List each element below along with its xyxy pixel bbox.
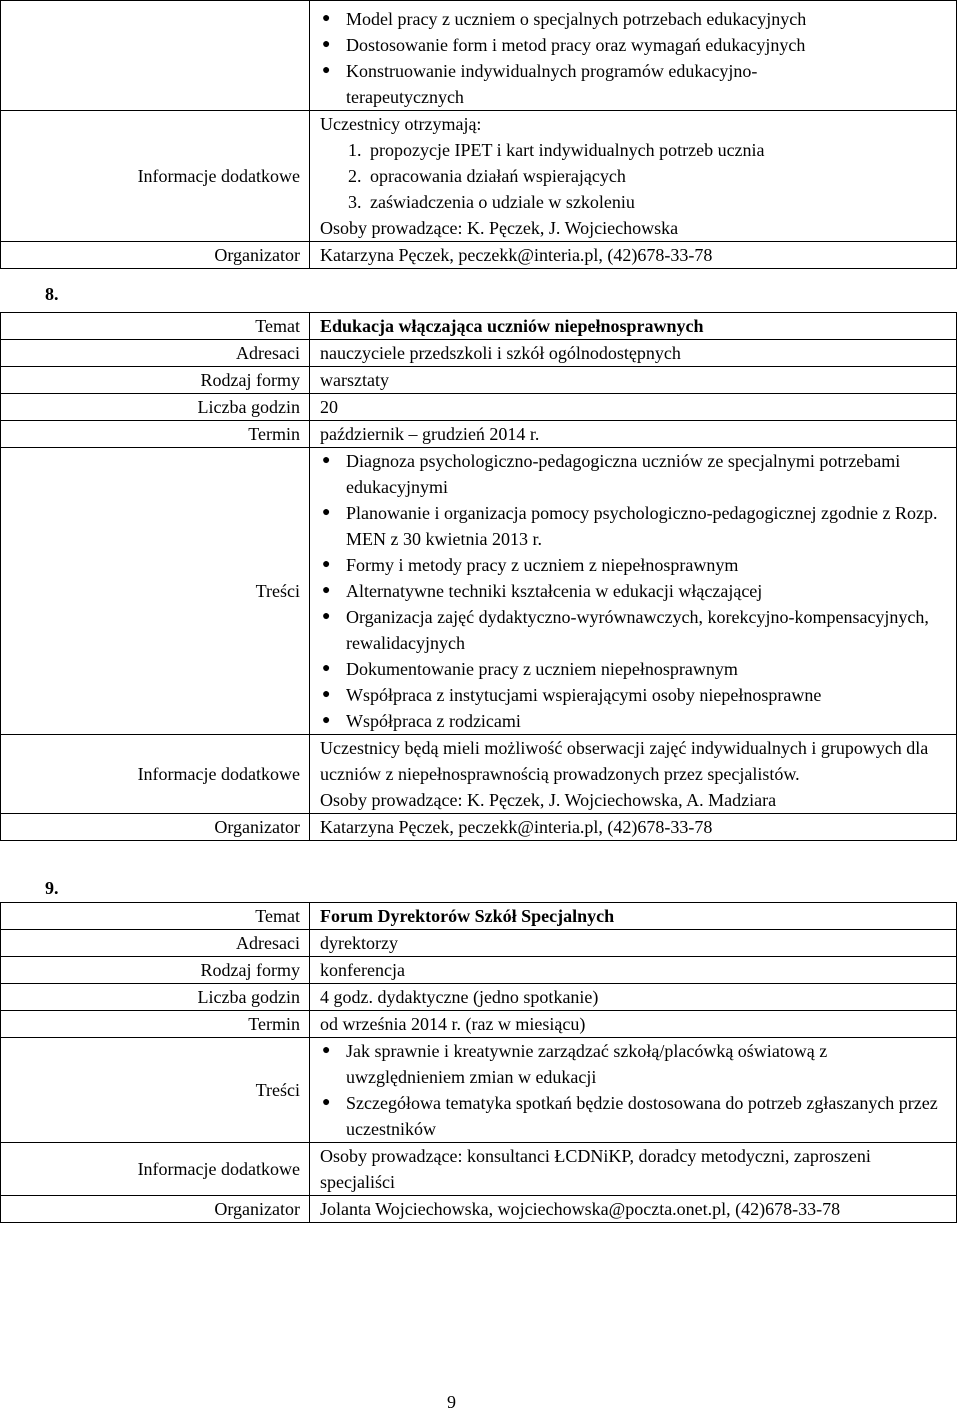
- info-cell: [310, 111, 957, 242]
- item-text: propozycje IPET i kart indywidualnych potrzeb ucznia: [370, 140, 765, 160]
- termin-label: Termin: [1, 421, 310, 448]
- tresci-label: Treści: [1, 448, 310, 735]
- page-number: 9: [447, 1392, 456, 1412]
- tresci-list: [320, 448, 950, 734]
- item-number: 1.: [348, 140, 362, 160]
- info-text: Osoby prowadzące: konsultanci ŁCDNiKP, doradcy metodyczni, zaproszeni specjaliści: [310, 1143, 957, 1196]
- info-leaders: Osoby prowadzące: K. Pęczek, J. Wojciechowska, A. Madziara: [320, 790, 777, 810]
- liczba-value: 4 godz. dydaktyczne (jedno spotkanie): [310, 984, 957, 1011]
- list-item: ● Planowanie i organizacja pomocy psychologiczno-pedagogicznej zgodnie z Rozp. MEN z 30 kwietnia 2013 r.: [320, 500, 950, 552]
- rodzaj-label: Rodzaj formy: [1, 957, 310, 984]
- table-row: [1, 957, 957, 984]
- table-row: [1, 242, 957, 269]
- temat-label: Temat: [1, 313, 310, 340]
- termin-value: październik – grudzień 2014 r.: [310, 421, 957, 448]
- table-row: [1, 421, 957, 448]
- table-row: [1, 313, 957, 340]
- info-cell: [310, 735, 957, 814]
- organizator-label: Organizator: [1, 814, 310, 841]
- list-item: ● Diagnoza psychologiczno-pedagogiczna uczniów ze specjalnymi potrzebami edukacyjnymi: [320, 448, 950, 500]
- tresci-cell: [310, 448, 957, 735]
- list-item: ● Współpraca z instytucjami wspierającymi osoby niepełnosprawne: [320, 682, 950, 708]
- organizer-label: Organizator: [1, 242, 310, 269]
- list-item: ● Organizacja zajęć dydaktyczno-wyrównawczych, korekcyjno-kompensacyjnych, rewalidacyjnych: [320, 604, 950, 656]
- table-row: [1, 111, 957, 242]
- table-row: [1, 1143, 957, 1196]
- table-row: [1, 367, 957, 394]
- organizer-value: Katarzyna Pęczek, peczekk@interia.pl, (42)678-33-78: [310, 242, 957, 269]
- organizator-value: Katarzyna Pęczek, peczekk@interia.pl, (42)678-33-78: [310, 814, 957, 841]
- rodzaj-value: warsztaty: [310, 367, 957, 394]
- tresci-list: [320, 1038, 950, 1142]
- tresci-cell: [310, 1038, 957, 1143]
- adresaci-label: Adresaci: [1, 930, 310, 957]
- list-item: ● Współpraca z rodzicami: [320, 708, 950, 734]
- section-8-table: [0, 312, 957, 841]
- list-item: ● Formy i metody pracy z uczniem z niepełnosprawnym: [320, 552, 950, 578]
- table-row: [1, 448, 957, 735]
- list-item: ● Model pracy z uczniem o specjalnych potrzebach edukacyjnych: [320, 6, 950, 32]
- info-leaders: Osoby prowadzące: K. Pęczek, J. Wojciechowska: [320, 218, 679, 238]
- table-row: [1, 340, 957, 367]
- tresci-cell: [310, 1, 957, 111]
- list-item: [320, 189, 950, 215]
- section-number: 9.: [45, 878, 59, 898]
- list-item: ● Szczegółowa tematyka spotkań będzie dostosowana do potrzeb zgłaszanych przez uczestników: [320, 1090, 950, 1142]
- list-item: [320, 137, 950, 163]
- rodzaj-value: konferencja: [310, 957, 957, 984]
- adresaci-value: dyrektorzy: [310, 930, 957, 957]
- tresci-label: Treści: [1, 1038, 310, 1143]
- item-number: 3.: [348, 192, 362, 212]
- info-label: Informacje dodatkowe: [1, 735, 310, 814]
- table-row: [1, 930, 957, 957]
- info-list: [320, 137, 950, 215]
- info-intro: Uczestnicy otrzymają:: [320, 114, 482, 134]
- liczba-label: Liczba godzin: [1, 984, 310, 1011]
- list-item: ● Jak sprawnie i kreatywnie zarządzać szkołą/placówką oświatową z uwzględnieniem zmian w edukacji: [320, 1038, 950, 1090]
- table-row: [1, 814, 957, 841]
- section-number: 8.: [45, 284, 59, 304]
- temat-label: Temat: [1, 903, 310, 930]
- table-row: [1, 1196, 957, 1223]
- liczba-label: Liczba godzin: [1, 394, 310, 421]
- adresaci-label: Adresaci: [1, 340, 310, 367]
- item-text: zaświadczenia o udziale w szkoleniu: [370, 192, 635, 212]
- rodzaj-label: Rodzaj formy: [1, 367, 310, 394]
- table-row: [1, 984, 957, 1011]
- info-text: Uczestnicy będą mieli możliwość obserwacji zajęć indywidualnych i grupowych dla uczniów z niepełnosprawnością prowadzonych przez specjalistów.: [320, 738, 929, 784]
- table-row: [1, 1, 957, 111]
- table-row: [1, 1038, 957, 1143]
- termin-label: Termin: [1, 1011, 310, 1038]
- tresci-list: [320, 6, 950, 110]
- table-row: [1, 903, 957, 930]
- info-label: Informacje dodatkowe: [1, 1143, 310, 1196]
- list-item: ● Konstruowanie indywidualnych programów edukacyjno-terapeutycznych: [320, 58, 866, 110]
- list-item: ● Dokumentowanie pracy z uczniem niepełnosprawnym: [320, 656, 950, 682]
- list-item: ● Dostosowanie form i metod pracy oraz wymagań edukacyjnych: [320, 32, 950, 58]
- organizator-label: Organizator: [1, 1196, 310, 1223]
- list-item: ● Alternatywne techniki kształcenia w edukacji włączającej: [320, 578, 950, 604]
- section-9-table: [0, 902, 957, 1223]
- empty-label-cell: [1, 1, 310, 111]
- top-table: [0, 0, 957, 269]
- item-text: opracowania działań wspierających: [370, 166, 626, 186]
- temat-value: Forum Dyrektorów Szkół Specjalnych: [310, 903, 957, 930]
- list-item: [320, 163, 950, 189]
- table-row: [1, 735, 957, 814]
- temat-value: Edukacja włączająca uczniów niepełnosprawnych: [310, 313, 957, 340]
- table-row: [1, 394, 957, 421]
- item-number: 2.: [348, 166, 362, 186]
- termin-value: od września 2014 r. (raz w miesiącu): [310, 1011, 957, 1038]
- liczba-value: 20: [310, 394, 957, 421]
- table-row: [1, 1011, 957, 1038]
- info-label: Informacje dodatkowe: [1, 111, 310, 242]
- organizator-value: Jolanta Wojciechowska, wojciechowska@poczta.onet.pl, (42)678-33-78: [310, 1196, 957, 1223]
- adresaci-value: nauczyciele przedszkoli i szkół ogólnodostępnych: [310, 340, 957, 367]
